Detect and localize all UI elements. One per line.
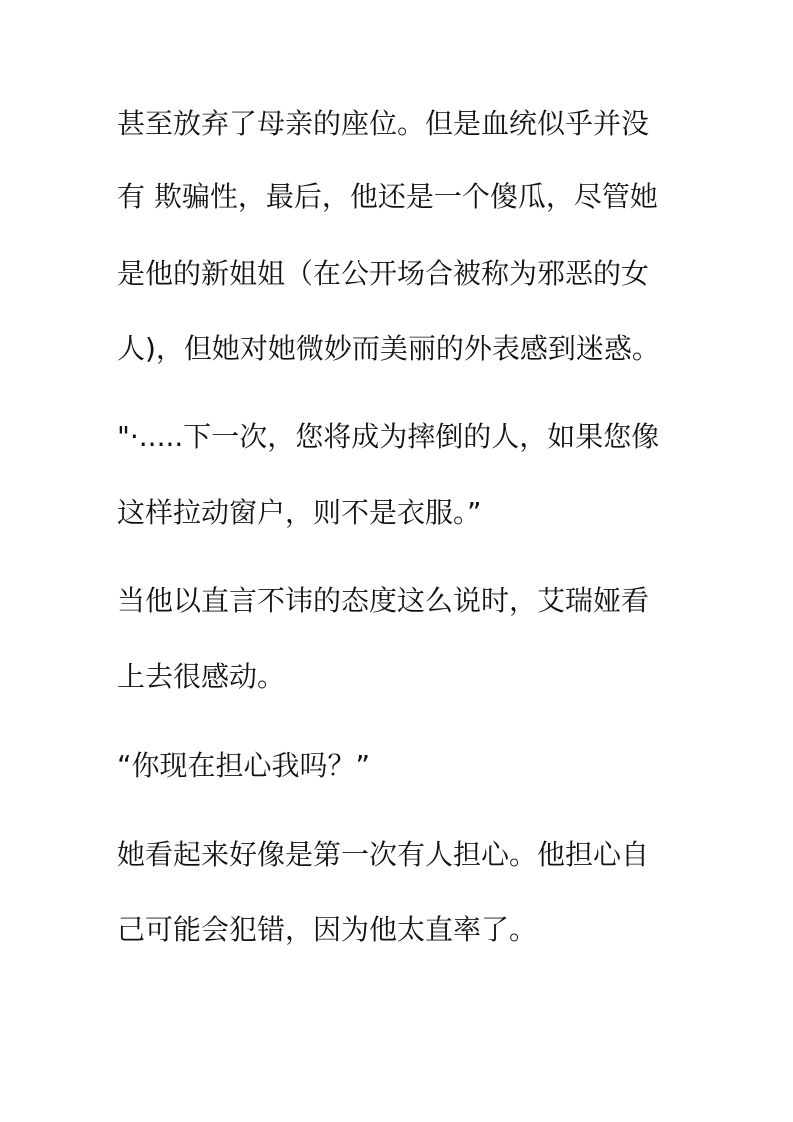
paragraph-3-line-2: 上去很感动。 (117, 660, 286, 693)
paragraph-5-line-2: 己可能会犯错，因为他太直率了。 (117, 913, 538, 946)
paragraph-1-line-3: 是他的新姐姐（在公开场合被称为邪恶的女 (117, 257, 650, 290)
paragraph-4-line-1: “你现在担心我吗？” (117, 749, 371, 782)
paragraph-1-line-1: 甚至放弃了母亲的座位。但是血统似乎并没 (117, 107, 650, 140)
paragraph-2-line-1: "·.....下一次，您将成为摔倒的人，如果您像 (117, 420, 660, 453)
paragraph-1-line-4: 人)，但她对她微妙而美丽的外表感到迷惑。 (117, 332, 660, 365)
paragraph-3-line-1: 当他以直言不讳的态度这么说时，艾瑞娅看 (117, 584, 650, 617)
paragraph-2-line-2: 这样拉动窗户，则不是衣服。” (117, 496, 482, 529)
paragraph-5-line-1: 她看起来好像是第一次有人担心。他担心自 (117, 838, 650, 871)
paragraph-1-line-2: 有 欺骗性，最后，他还是一个傻瓜，尽管她 (117, 180, 658, 213)
